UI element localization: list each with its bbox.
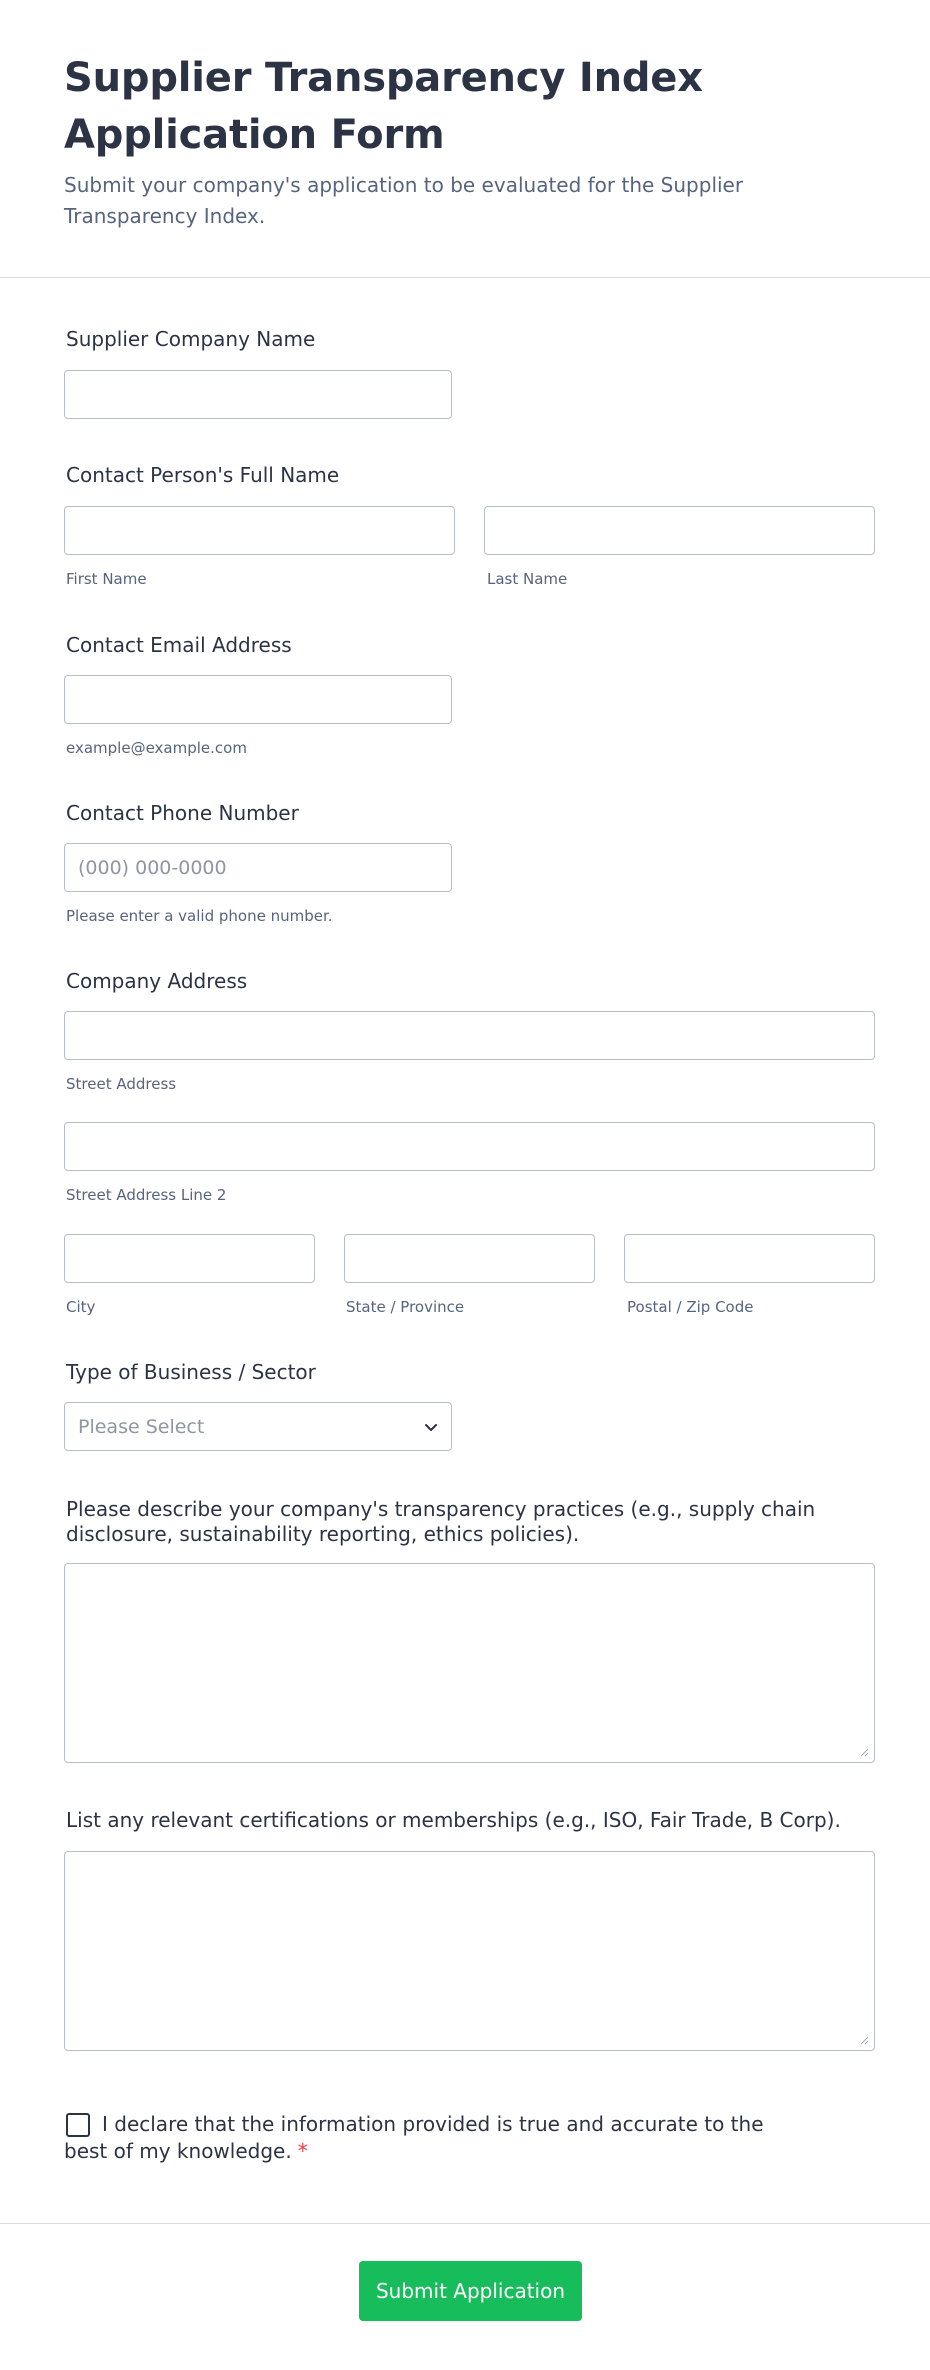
first-name-sublabel: First Name: [66, 570, 147, 588]
last-name-sublabel: Last Name: [487, 570, 568, 588]
sector-select[interactable]: [64, 1402, 452, 1451]
email-label: Contact Email Address: [66, 633, 292, 657]
city-input[interactable]: [64, 1234, 315, 1283]
zip-input[interactable]: [624, 1234, 875, 1283]
declaration-label: I declare that the information provided is true and accurate to the best of my knowledge.: [64, 2112, 764, 2163]
required-mark: *: [297, 2139, 308, 2163]
sector-label: Type of Business / Sector: [66, 1360, 316, 1384]
street-address-input[interactable]: [64, 1011, 875, 1060]
state-input[interactable]: [344, 1234, 595, 1283]
phone-sublabel: Please enter a valid phone number.: [66, 907, 333, 925]
practices-label: Please describe your company's transparency practices (e.g., supply chain disclosure, sustainability reporting, ethics policies).: [66, 1497, 816, 1546]
phone-input[interactable]: [64, 843, 452, 892]
email-input[interactable]: [64, 675, 452, 724]
phone-placeholder: (000) 000-0000: [78, 857, 227, 879]
street-address-2-input[interactable]: [64, 1122, 875, 1171]
street-address-sublabel: Street Address: [66, 1075, 177, 1093]
company-name-input[interactable]: [64, 370, 452, 419]
first-name-input[interactable]: [64, 506, 455, 555]
sector-selected-value: Please Select: [78, 1416, 205, 1438]
phone-label: Contact Phone Number: [66, 801, 299, 825]
email-sublabel: example@example.com: [66, 739, 247, 757]
certifications-label: List any relevant certifications or memberships (e.g., ISO, Fair Trade, B Corp).: [66, 1808, 841, 1832]
zip-sublabel: Postal / Zip Code: [627, 1298, 754, 1316]
resize-grip-icon[interactable]: [859, 1747, 869, 1757]
page-subtitle: Submit your company's application to be evaluated for the Supplier Transparency Index.: [64, 173, 744, 228]
contact-name-label: Contact Person's Full Name: [66, 463, 340, 487]
practices-textarea[interactable]: [64, 1563, 875, 1763]
resize-grip-icon[interactable]: [859, 2035, 869, 2045]
last-name-input[interactable]: [484, 506, 875, 555]
address-label: Company Address: [66, 969, 248, 993]
city-sublabel: City: [66, 1298, 96, 1316]
chevron-down-icon: [422, 1418, 440, 1436]
footer-divider: [0, 2223, 930, 2224]
certifications-textarea[interactable]: [64, 1851, 875, 2051]
header-divider: [0, 277, 930, 278]
company-name-label: Supplier Company Name: [66, 327, 316, 351]
submit-button[interactable]: Submit Application: [359, 2261, 582, 2321]
street-address-2-sublabel: Street Address Line 2: [66, 1186, 227, 1204]
page-title: Supplier Transparency Index Application Form: [64, 55, 703, 158]
form-header: [64, 50, 864, 232]
declaration-text: [64, 2111, 774, 2165]
state-sublabel: State / Province: [346, 1298, 465, 1316]
